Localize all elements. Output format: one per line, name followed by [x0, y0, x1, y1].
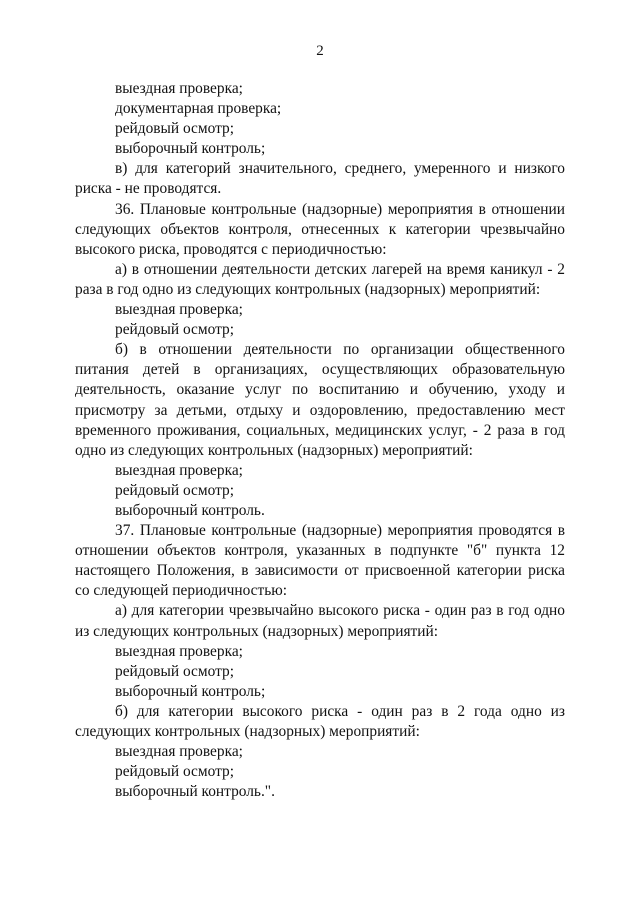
- list-item: рейдовый осмотр;: [115, 321, 235, 339]
- paragraph: в) для категорий значительного, среднего, умеренного и низкого риска - не проводятся.: [75, 160, 565, 198]
- list-item: выездная проверка;: [115, 461, 243, 479]
- paragraph: б) для категории высокого риска - один раз в 2 года одно из следующих контрольных (надзорных) мероприятий:: [75, 702, 565, 740]
- paragraph: 37. Плановые контрольные (надзорные) мероприятия проводятся в отношении объектов контроля, указанных в подпункте "б" пункта 12 настоящего Положения, в зависимости от присвоенной категории риска со следующей периодичностью:: [75, 522, 565, 600]
- list-item: выездная проверка;: [115, 301, 243, 319]
- list-item: рейдовый осмотр;: [115, 662, 235, 680]
- page-number: 2: [316, 43, 324, 59]
- list-item: выборочный контроль;: [115, 140, 266, 158]
- list-item: выборочный контроль.".: [115, 783, 275, 801]
- list-item: рейдовый осмотр;: [115, 763, 235, 781]
- document-body: [75, 79, 565, 802]
- list-item: выборочный контроль;: [115, 682, 266, 700]
- list-item: выездная проверка;: [115, 743, 243, 761]
- paragraph: а) в отношении деятельности детских лагерей на время каникул - 2 раза в год одно из следующих контрольных (надзорных) мероприятий:: [75, 260, 565, 298]
- paragraph: 36. Плановые контрольные (надзорные) мероприятия в отношении следующих объектов контроля, отнесенных к категории чрезвычайно высокого риска, проводятся с периодичностью:: [75, 200, 565, 258]
- paragraph: а) для категории чрезвычайно высокого риска - один раз в год одно из следующих контрольных (надзорных) мероприятий:: [75, 602, 565, 640]
- list-item: выездная проверка;: [115, 80, 243, 97]
- list-item: рейдовый осмотр;: [115, 120, 235, 138]
- paragraph: б) в отношении деятельности по организации общественного питания детей в организациях, осуществляющих образовательную деятельность, оказание услуг по воспитанию и обучению, уходу и присмотру за детьми, отдыху и оздоровлению, предоставлению мест временного проживания, социальных, медицинских услуг, - 2 раза в год одно из следующих контрольных (надзорных) мероприятий:: [75, 341, 565, 459]
- list-item: выборочный контроль.: [115, 501, 265, 519]
- list-item: документарная проверка;: [115, 100, 282, 118]
- list-item: выездная проверка;: [115, 642, 243, 660]
- list-item: рейдовый осмотр;: [115, 481, 235, 499]
